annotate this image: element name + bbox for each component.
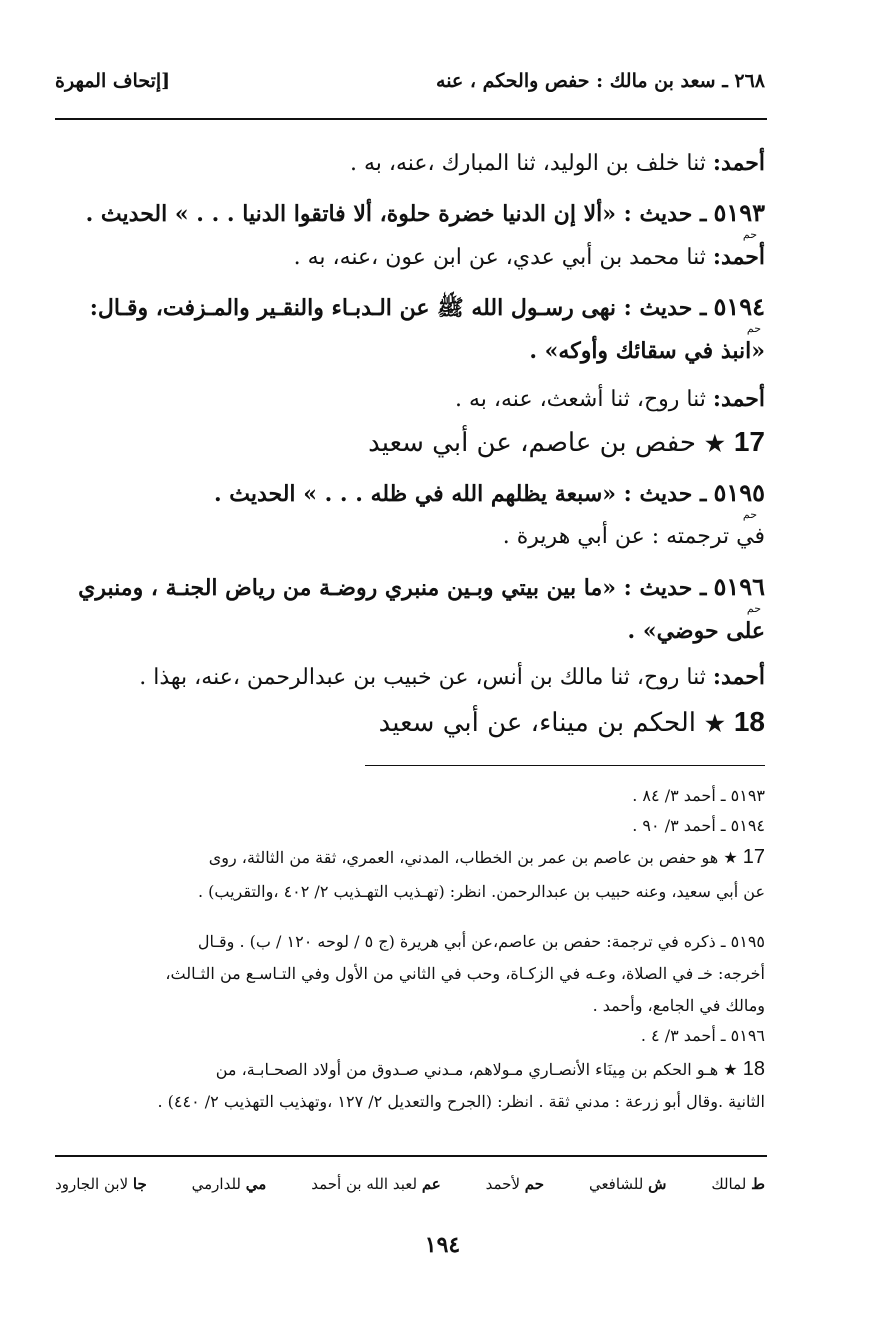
abbrev-item [192,1175,267,1193]
isnad-label: أحمد: [712,244,765,270]
hadith-number: ٥١٩٦ [713,572,765,601]
abbrev-meaning: للدارمي [191,1175,241,1193]
footnote-5194: ٥١٩٤ ـ أحمد ٣/ ٩٠ . [632,816,765,835]
footnote-17-line1 [55,846,765,869]
isnad-line [55,386,765,412]
abbrev-code: ط [751,1175,765,1193]
footnote-5193: ٥١٩٣ ـ أحمد ٣/ ٨٤ . [632,786,765,805]
section-title: الحكم بن ميناء، عن أبي سعيد [378,708,696,738]
star-icon: ★ [705,711,725,737]
section-number: 17 [733,426,765,457]
hadith-5194-cont [55,338,765,364]
isnad-text: ثنا روح، ثنا مالك بن أنس، عن خبيب بن عبدالرحمن ،عنه، بهذا . [139,665,706,690]
footnote-17-line2: عن أبي سعيد، وعنه حبيب بن عبدالرحمن. انظر: (تهـذيب التهـذيب ٢/ ٤٠٢ ،والتقريب) . [197,882,765,901]
footnote-18-line2: الثانية .وقال أبو زرعة : مدني ثقة . انظر: (الجرح والتعديل ٢/ ١٢٧ ،وتهذيب التهذيب ٢/ ٤٤٠) . [157,1092,765,1111]
hadith-text: ـ حديث : «سبعة يظلهم الله في ظله . . . » الحديث . [213,481,707,507]
abbrev-item [711,1175,765,1193]
hadith-5193 [55,198,765,227]
isnad-text: ثنا محمد بن أبي عدي، عن ابن عون ،عنه، به . [293,245,706,270]
isnad-label: أحمد: [712,664,765,690]
abbrev-code: جا [132,1175,147,1193]
abbrev-item [55,1175,147,1193]
hadith-text: على حوضي» . [627,618,765,644]
footnote-text: ★ هو حفص بن عاصم بن عمر بن الخطاب، المدني، العمري، ثقة من الثالثة، روى [208,848,738,867]
isnad-line [55,150,765,176]
page-header [55,70,765,100]
isnad-text: في ترجمته : عن أبي هريرة . [502,524,765,549]
hadith-number: ٥١٩٣ [713,198,765,227]
footnote-5195-line3: ومالك في الجامع، وأحمد . [592,996,765,1015]
abbreviations-legend [55,1175,765,1193]
footnote-number: 18 [742,1058,765,1080]
isnad-label: أحمد: [712,150,765,176]
hadith-5196 [55,572,765,601]
section-heading-17 [55,426,765,458]
section-heading-18 [55,706,765,738]
isnad-text: ثنا خلف بن الوليد، ثنا المبارك ،عنه، به . [350,151,706,176]
isnad-line [55,664,765,690]
hadith-5194 [55,292,765,326]
isnad-line [55,244,765,270]
abbrev-meaning: للشافعي [588,1175,644,1193]
hadith-5196-cont [55,618,765,644]
abbrev-code: ش [648,1175,667,1193]
footnote-5195-line2: أخرجه: خـ في الصلاة، وعـه في الزكـاة، وحب في الثاني من الأول وفي التـاسـع من الثـالث، [165,964,765,983]
section-title: حفص بن عاصم، عن أبي سعيد [368,428,696,458]
hadith-text: ـ حديث : «ألا إن الدنيا خضرة حلوة، ألا فاتقوا الدنيا . . . » الحديث . [85,201,707,227]
isnad-label: أحمد: [712,386,765,412]
source-mark: حم [746,602,761,615]
star-icon: ★ [705,431,725,457]
footnote-rule [365,765,765,766]
source-mark: حم [742,508,757,521]
abbrev-code: مي [245,1175,267,1193]
page-number: ١٩٤ [424,1232,461,1258]
abbrev-meaning: لمالك [711,1175,747,1193]
footnote-5195-line1: ٥١٩٥ ـ ذكره في ترجمة: حفص بن عاصم،عن أبي هريرة (ج ٥ / لوحه ١٢٠ / ب) . وقـال [197,932,765,951]
abbrev-meaning: لابن الجارود [55,1175,129,1193]
abbrev-code: حم [524,1175,545,1193]
isnad-text: ثنا روح، ثنا أشعث، عنه، به . [455,387,706,412]
footnote-number: 17 [742,846,765,868]
section-number: 18 [733,706,765,737]
footnote-text: ★ هـو الحكم بن مِينَاء الأنصـاري مـولاهم، مـدني صـدوق من أولاد الصحـابـة، من [215,1060,738,1079]
abbrev-meaning: لعبد الله بن أحمد [311,1175,418,1193]
isnad-line [55,524,765,549]
book-title: [إتحاف المهرة [55,70,171,92]
abbrev-item [311,1175,441,1193]
hadith-text: ـ حديث : «ما بين بيتي وبـين منبري روضـة من رياض الجنـة ، ومنبري [78,575,707,601]
hadith-text: «انبذ في سقائك وأوكه» . [529,338,765,364]
source-mark: حم [742,228,757,241]
hadith-5195 [55,478,765,507]
footnote-18-line1 [55,1058,765,1081]
running-title: ٢٦٨ ـ سعد بن مالك : حفص والحكم ، عنه [436,70,765,92]
hadith-number: ٥١٩٤ [713,292,765,321]
hadith-text: ـ حديث : نهى رسـول الله ﷺ عن الـدبـاء والنقـير والمـزفت، وقـال: [89,295,707,321]
footnote-5196: ٥١٩٦ ـ أحمد ٣/ ٤ . [640,1026,765,1045]
abbrev-meaning: لأحمد [485,1175,521,1193]
abbrev-item [486,1175,544,1193]
header-rule [55,118,767,120]
abbreviations-rule [55,1155,767,1157]
hadith-number: ٥١٩٥ [713,478,765,507]
source-mark: حم [746,322,761,335]
abbrev-code: عم [421,1175,441,1193]
abbrev-item [589,1175,667,1193]
